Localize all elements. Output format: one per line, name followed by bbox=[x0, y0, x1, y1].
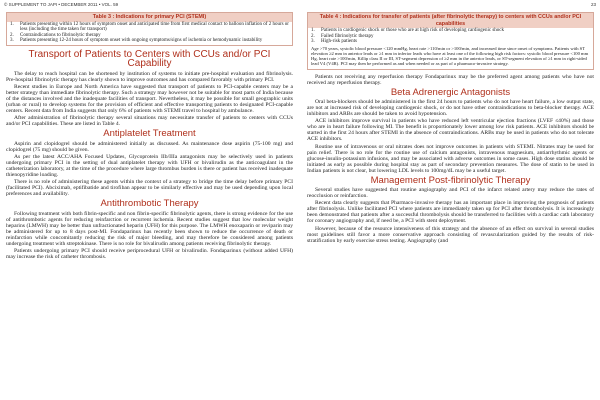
paragraph: Recent studies in Europe and North America have suggested that transport of patients to PCI-capable centers may be a better strategy than immediate fibrinolytic therapy. Such a strategy may however not be suitable for most parts of India because of the distances involved and the inadequate facilities of transport. Nevertheless, it may be possible for small geographic units (urban or rural) to develop systems for the provision of efficient and effective transporting patients to designated PCI-capable centers. Recent data from India suggests that only 6% of patients with STEMI travel to hospital by ambulance. bbox=[6, 83, 293, 115]
row-number: 1. bbox=[10, 21, 14, 27]
row-text: Patients in cardiogenic shock or those who are at high risk of developing cardiogenic shock bbox=[321, 28, 505, 33]
paragraph: There is no role of administering these agents within the context of a strategy to bridge the time delay before primary PCI (facilitated PCI). Abciximab, eptifibatide and tirofiban appear to be similarly effective and may be used depending upon local preferences and availability. bbox=[6, 179, 293, 198]
table-4-title: Table 4 : Indications for transfer of patients (after fibrinolytic therapy) to centers with CCUs and/or PCI capabilities bbox=[308, 13, 593, 28]
table-row bbox=[7, 38, 292, 45]
row-text: Patients presenting within 12 hours of symptom onset and anticipated time from first medical contact to balloon inflation of 2 hours or less (including the time taken for transport) bbox=[20, 21, 289, 33]
paragraph: As per the latest ACC/AHA Focused Updates, Glycoprotein IIb/IIIa antagonists may be selectively used in patients undergoing primary PCI in the setting of dual antiplatelet therapy with UFH or bivalirudin as the anticoagulant in the catheterization laboratory, at the time of the procedure where large thrombus burden is there or patient has received inadequate thienopyridine loading. bbox=[6, 153, 293, 179]
row-number: 3. bbox=[10, 38, 14, 44]
paragraph: Oral beta-blockers should be administered in the first 24 hours to patients who do not have heart failure, a low output state, are not at increased risk of developing cardiogenic shock, or do not have other contraindications to beta-blocker therapy. ACE inhibitors and ARBs are should be taken to avoid hypotension. bbox=[307, 99, 594, 118]
paragraph: However, because of the resource intensiveness of this strategy and the absence of an effect on survival in several studies most guidelines still favor a more conservative approach consisting of revascularization guided by the results of risk-stratification by early exercise stress testing. Angiography (and bbox=[307, 225, 594, 244]
paragraph: ACE inhibitors improve survival in patients who have reduced left ventricular ejection fractions (LVEF ≤40%) and those who are in heart failure following MI. The benefit is proportionately lower among low risk patients. ACE inhibitors should be started in the first 24 hours after STEMI in the absence of contraindications. ARBs may be used in patients who do not tolerate ACE inhibitors. bbox=[307, 118, 594, 143]
paragraph: Several studies have suggested that routine angiography and PCI of the infarct related artery may reduce the rates of reocclusion or reinfarction. bbox=[307, 187, 594, 200]
row-number: 1. bbox=[311, 28, 315, 33]
paragraph: Patients not receiving any reperfusion therapy Fondaparinux may be the preferred agent among patients who have not received any reperfusion therapy. bbox=[307, 73, 594, 86]
table-4-footnote: Age >70 years, systolic blood pressure <120 mmHg, heart rate >110/min or >100/min, and increased time since onset of symptoms. Patients with ST elevation ≥2 mm in anterior leads or ≥1 mm in inferior leads who have at least one of the following high risk factors: systolic blood pressure <100 mm Hg, heart rate >100/min, Killip class II or III, ST-segment depression of ≥2 mm in the anterior leads, or ST-segment elevation of ≥1 mm in right-sided lead V4 (V4R). PCI may then be performed as and when needed or as part of a pharmaco-invasive strategy. bbox=[311, 45, 589, 67]
section-heading-transport: Transport of Patients to Centers with CCUs and/or PCI Capability bbox=[28, 48, 271, 70]
left-column bbox=[6, 12, 293, 400]
section-heading-antithrombotic: Antithrombotic Therapy bbox=[100, 198, 199, 210]
row-number: 2. bbox=[311, 33, 315, 39]
table-3 bbox=[6, 12, 293, 46]
section-heading-post-fibrinolytic: Management Post-fibrinolytic Therapy bbox=[370, 174, 531, 186]
table-row bbox=[308, 39, 593, 45]
row-text: Patients presenting 12-24 hours of symptom onset with ongoing symptoms/signs of ischemia or hemodynamic instability bbox=[20, 38, 263, 44]
paragraph: Aspirin and clopidogrel should be administered initially as discussed. As maintenance dose aspirin (75-100 mg) and clopidogrel (75 mg) should be given. bbox=[6, 140, 293, 153]
paragraph: After administration of fibrinolytic therapy several situations may necessitate transfer of patients to centers with CCUs and/or PCI capabilities. These are listed in Table 4. bbox=[6, 115, 293, 128]
table-3-title: Table 3 : Indications for primary PCI (STEMI) bbox=[7, 13, 292, 22]
row-number: 3. bbox=[311, 39, 315, 45]
journal-citation: © SUPPLEMENT TO JAPI • DECEMBER 2011 • VOL. 59 bbox=[4, 2, 119, 7]
row-number: 2. bbox=[10, 32, 14, 38]
row-text: Failed fibrinolytic therapy bbox=[321, 33, 374, 39]
right-column bbox=[307, 12, 594, 400]
row-text: Contraindications to fibrinolytic therapy bbox=[20, 32, 101, 38]
paragraph: Routine use of intravenous or oral nitrates does not improve outcomes in patients with STEMI. Nitrates may be used for pain relief. There is no role for the routine use of calcium antagonists, intravenous magnesium, antiarrhythmic agents or glucose-insulin-potassium infusions, and may be associated with adverse outcomes in some cases. High dose statins should be initiated as early as possible during hospital stay as part of secondary prevention measures. The dose of statin to be used in Indian patients is not clear, but lowering LDL levels to 100mg/dL may be a useful target. bbox=[307, 143, 594, 174]
table-row bbox=[7, 22, 292, 33]
section-heading-beta-blockers: Beta Adrenergic Antagonists bbox=[390, 86, 511, 98]
paragraph: The delay to reach hospital can be shortened by institution of systems to initiate pre-hospital evaluation and fibrinolysis. Pre-hospital fibrinolytic therapy has clearly shown to improve outcomes and has compared favorably with primary PCI. bbox=[6, 70, 293, 83]
paragraph: Patients undergoing primary PCI should receive periprocedural UFH or bivalirudin. Fondaparinux (without added UFH) may increase the risk of catheter thrombosis. bbox=[6, 248, 293, 261]
section-heading-antiplatelet: Antiplatelet Treatment bbox=[103, 128, 196, 140]
page-header bbox=[4, 2, 596, 10]
table-4 bbox=[307, 12, 594, 70]
page-number: 23 bbox=[590, 2, 596, 7]
paragraph: Recent data clearly suggests that Pharmaco-invasive therapy has an important place in improving the prognosis of patients after fibrinolysis. Unlike facilitated PCI where patients are immediately taken up for PCI after thrombolysis. It is increasingly been demonstrated that patients after a successful thrombolysis should be transferred to facilities with a cardiac cath laboratory for coronary angiography and, if need be, a PCI with stent deployment. bbox=[307, 200, 594, 225]
row-text: High-risk patients bbox=[321, 39, 357, 45]
paragraph: Following treatment with both fibrin-specific and non fibrin-specific fibrinolytic agents, there is strong evidence for the use of antithrombotic agents for reducing reinfarction or recurrent ischemia. Recent studies suggest that low molecular weight heparins (LMWH) may be better than unfractionated heparin (UFH) for this purpose. The LMWH enoxaparin or reviparin may be administered for up to 8 days post-MI. Fondaparinux has recently been shown to reduce the occurrence of death or reinfarction while concomitantly reducing the risk of major bleeding, and may therefore be considered among patients undergoing treatment with streptokinase. There is no role for bivalirudin among patients receiving fibrinolytic therapy. bbox=[6, 210, 293, 247]
